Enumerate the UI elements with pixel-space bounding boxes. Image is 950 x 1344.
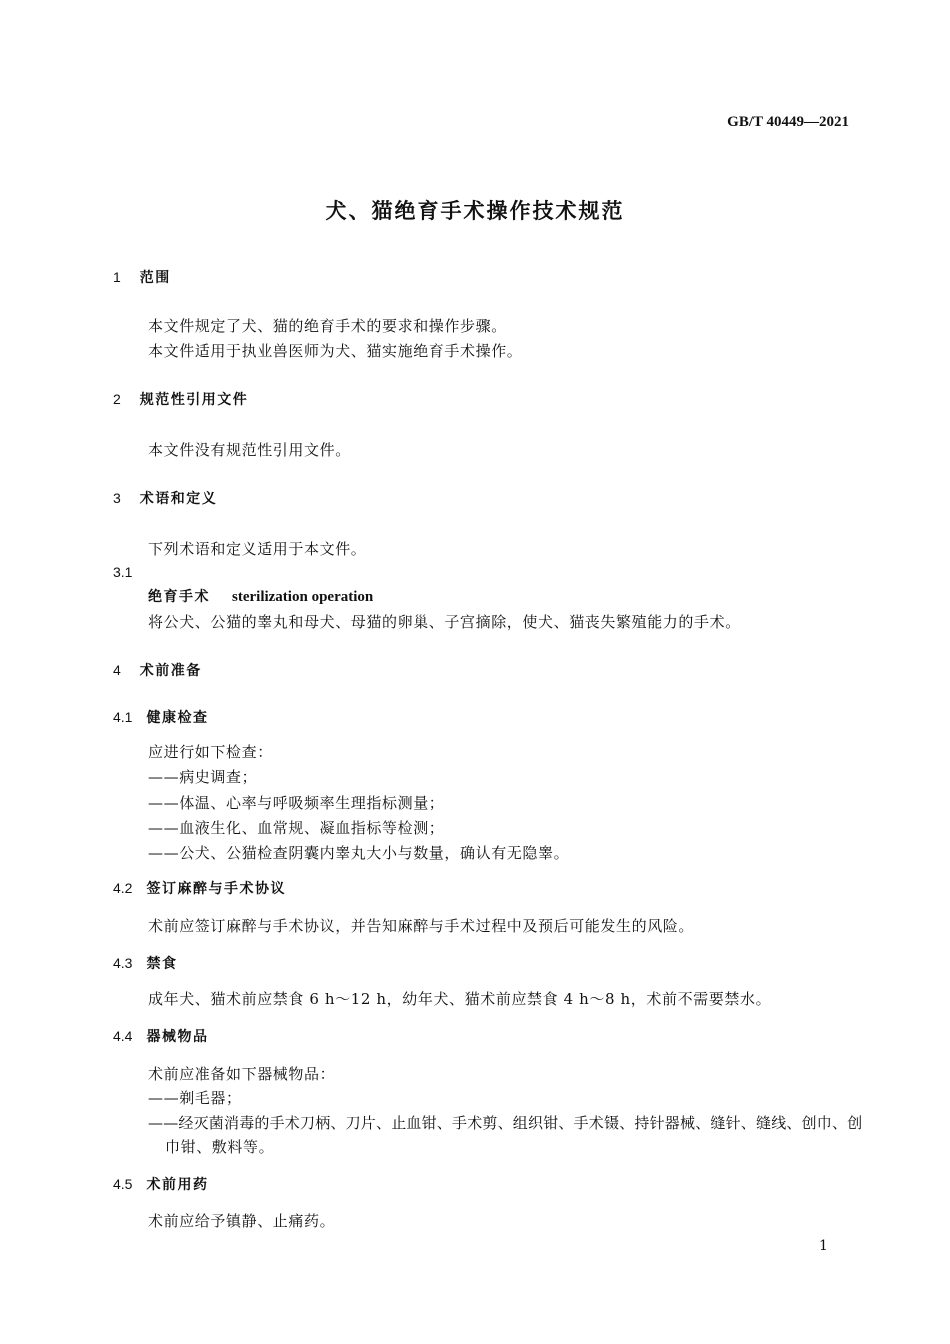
term-number: 3.1 (113, 564, 133, 580)
section-4-heading (113, 661, 202, 680)
list-item: ——经灭菌消毒的手术刀柄、刀片、止血钳、手术剪、组织钳、手术镊、持针器械、缝针、缝线、创巾、创 (148, 1114, 863, 1132)
page-number: 1 (819, 1238, 829, 1254)
term-en: sterilization operation (232, 589, 374, 605)
section-number: 4.3 (113, 955, 133, 971)
standard-number: GB/T 40449—2021 (727, 114, 849, 130)
section-number: 4.5 (113, 1176, 133, 1192)
section-number: 4.2 (113, 880, 133, 896)
section-title: 术前用药 (146, 1177, 209, 1193)
section-4-1-heading (113, 708, 208, 727)
section-title: 术语和定义 (139, 491, 218, 507)
paragraph: 本文件适用于执业兽医师为犬、猫实施绝育手术操作。 (148, 342, 523, 360)
section-number: 4 (113, 662, 121, 678)
paragraph: 成年犬、猫术前应禁食 6 h～12 h，幼年犬、猫术前应禁食 4 h～8 h，术前不需要禁水。 (148, 990, 772, 1008)
section-2-heading (113, 390, 248, 409)
section-4-4-heading (113, 1027, 208, 1046)
section-title: 签订麻醉与手术协议 (146, 881, 286, 897)
section-4-5-heading (113, 1175, 208, 1194)
paragraph: 应进行如下检查： (148, 743, 273, 761)
term-zh: 绝育手术 (148, 589, 210, 605)
section-number: 4.4 (113, 1028, 133, 1044)
section-title: 范围 (139, 270, 171, 286)
paragraph: 术前应签订麻醉与手术协议，并告知麻醉与手术过程中及预后可能发生的风险。 (148, 917, 695, 935)
section-title: 器械物品 (146, 1029, 209, 1045)
section-4-2-heading (113, 879, 286, 898)
section-title: 术前准备 (139, 663, 202, 679)
list-item: ——剃毛器； (148, 1089, 242, 1107)
paragraph: 本文件规定了犬、猫的绝育手术的要求和操作步骤。 (148, 317, 507, 335)
list-item: ——公犬、公猫检查阴囊内睾丸大小与数量，确认有无隐睾。 (148, 844, 570, 862)
section-number: 4.1 (113, 709, 133, 725)
section-title: 禁食 (146, 956, 178, 972)
paragraph: 下列术语和定义适用于本文件。 (148, 540, 367, 558)
section-number: 3 (113, 490, 121, 506)
section-3-heading (113, 489, 217, 508)
term-definition: 将公犬、公猫的睾丸和母犬、母猫的卵巢、子宫摘除，使犬、猫丧失繁殖能力的手术。 (148, 613, 741, 631)
list-item: ——体温、心率与呼吸频率生理指标测量； (148, 794, 445, 812)
paragraph: 本文件没有规范性引用文件。 (148, 441, 351, 459)
section-title: 健康检查 (146, 710, 209, 726)
document-title: 犬、猫绝育手术操作技术规范 (325, 199, 625, 223)
list-item: ——病史调查； (148, 768, 258, 786)
section-number: 2 (113, 391, 121, 407)
section-title: 规范性引用文件 (139, 392, 249, 408)
list-item-continuation: 巾钳、敷料等。 (165, 1138, 275, 1156)
section-4-3-heading (113, 954, 177, 973)
paragraph: 术前应准备如下器械物品： (148, 1065, 336, 1083)
list-item: ——血液生化、血常规、凝血指标等检测； (148, 819, 445, 837)
section-number: 1 (113, 269, 121, 285)
section-1-heading (113, 268, 171, 287)
paragraph: 术前应给予镇静、止痛药。 (148, 1212, 336, 1230)
term-entry (148, 588, 373, 606)
